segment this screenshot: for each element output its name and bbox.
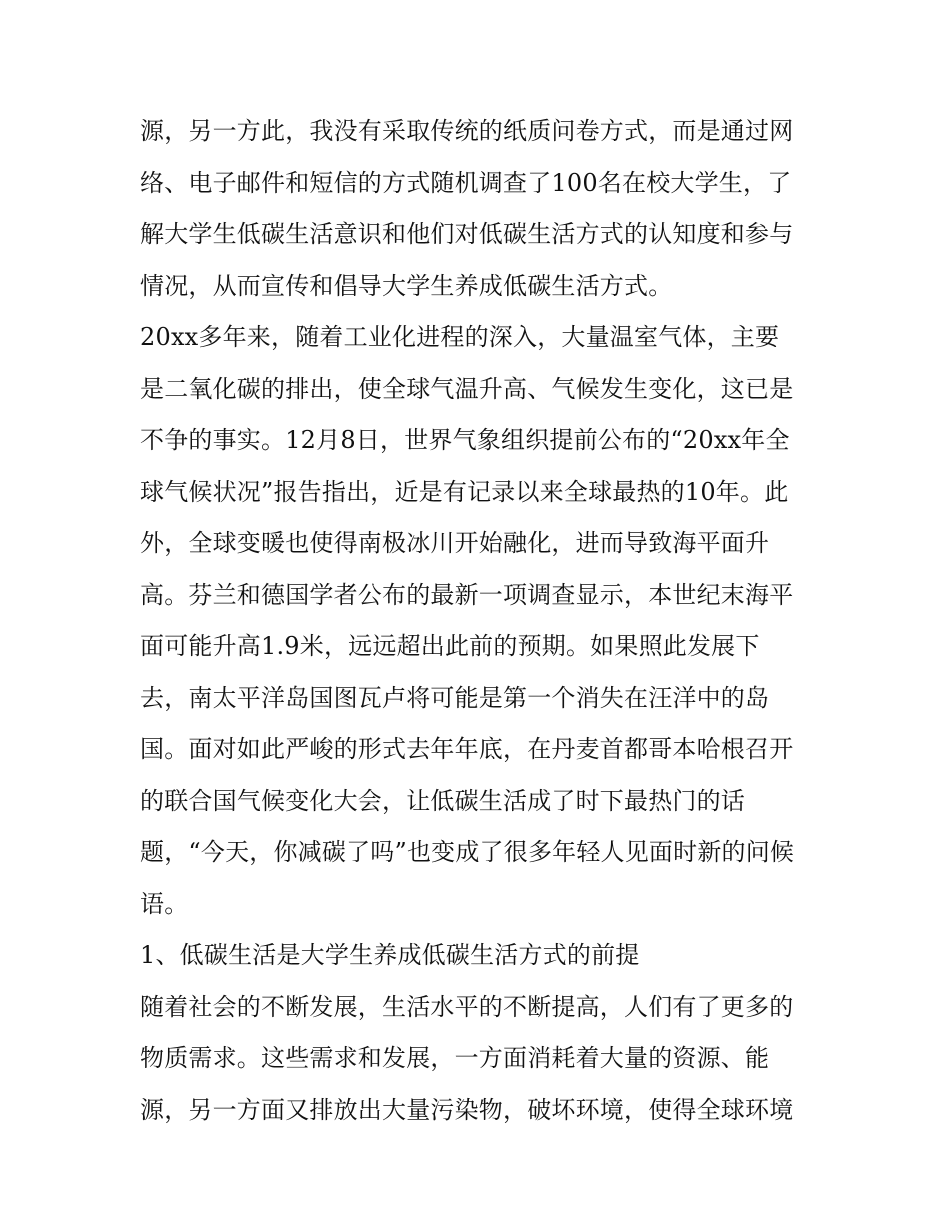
text-line: 外，全球变暖也使得南极冰川开始融化，进而导致海平面升	[140, 529, 770, 557]
section-heading: 1、低碳生活是大学生养成低碳生活方式的前提	[140, 941, 640, 969]
text-line: 的联合国气候变化大会，让低碳生活成了时下最热门的话	[140, 786, 745, 815]
text-line: 球气候状况”报告指出，近是有记录以来全球最热的10年。此	[140, 477, 789, 506]
text-line: 国。面对如此严峻的形式去年年底，在丹麦首都哥本哈根召开	[140, 735, 794, 763]
text-line: 高。芬兰和德国学者公布的最新一项调查显示，本世纪末海平	[140, 580, 794, 609]
text-line: 20xx多年来，随着工业化进程的深入，大量温室气体，主要	[140, 323, 780, 351]
text-line: 不争的事实。12月8日，世界气象组织提前公布的“20xx年全	[140, 426, 790, 454]
text-line: 源，另一方此，我没有采取传统的纸质问卷方式，而是通过网	[140, 117, 794, 145]
text-line: 去，南太平洋岛国图瓦卢将可能是第一个消失在汪洋中的岛	[140, 683, 770, 712]
text-line: 题，“今天，你减碳了吗”也变成了很多年轻人见面时新的问候	[140, 838, 795, 866]
text-line: 解大学生低碳生活意识和他们对低碳生活方式的认知度和参与	[140, 220, 794, 248]
text-line: 是二氧化碳的排出，使全球气温升高、气候发生变化，这已是	[140, 374, 794, 403]
text-line: 源，另一方面又排放出大量污染物，破坏环境，使得全球环境	[140, 1095, 794, 1124]
text-line: 络、电子邮件和短信的方式随机调查了100名在校大学生，了	[140, 168, 792, 197]
text-line: 物质需求。这些需求和发展，一方面消耗着大量的资源、能	[140, 1044, 770, 1072]
text-line: 情况，从而宣传和倡导大学生养成低碳生活方式。	[140, 271, 673, 300]
text-line: 面可能升高1.9米，远远超出此前的预期。如果照此发展下	[140, 632, 760, 660]
text-line: 随着社会的不断发展，生活水平的不断提高，人们有了更多的	[140, 992, 794, 1021]
text-line: 语。	[140, 889, 189, 918]
document-body	[140, 106, 830, 1136]
